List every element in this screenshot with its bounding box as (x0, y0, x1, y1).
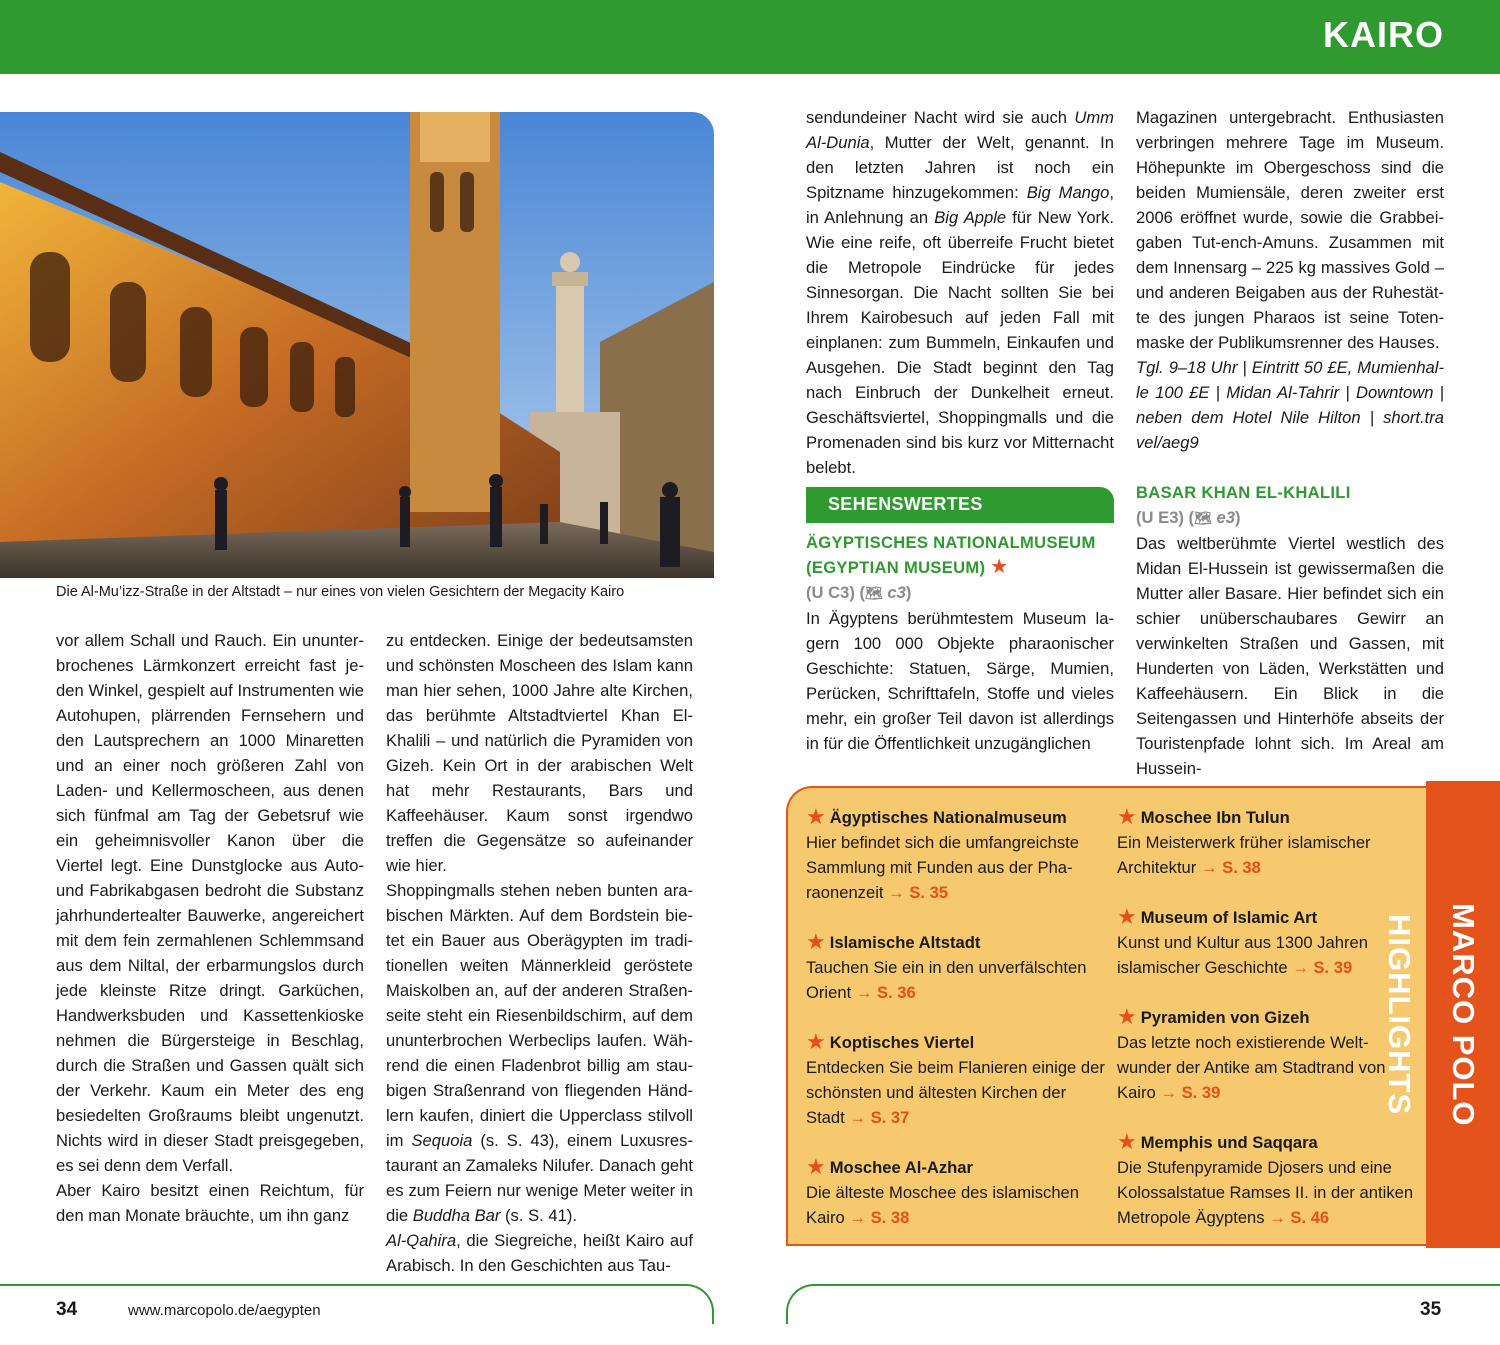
photo-illustration (0, 112, 714, 578)
paragraph: vor allem Schall und Rauch. Ein ununterbrochenes Lärmkonzert erreicht fast jeden Winkel, gespielt auf Instrumenten wie Autohupen, plärrenden Fernsehern und den Lautsprechern an 1000 Minaretten und an einer noch größeren Zahl von Laden- und Kellermoscheen, aus denen sich fünfmal am Tag der Gebetsruf wie ein geheimnisvoller Kanon über die Viertel legt. Eine Dunstglocke aus Auto- und Fabrikabgasen bedroht die Substanz jahrhundertealter Bauwerke, angereichert mit dem fein zermahlenen Schlemmsand aus dem Niltal, der erbarmungslos durch jede kleinste Ritze dringt. Garküchen, Handwerksbuden und Kassettenkioske nehmen die Bürgersteige in Beschlag, durch die Straßen und Gassen quält sich der Verkehr. Kaum ein Meter des eng besiedelten Großraums bleibt ungenutzt. Nichts wird in dieser Stadt preisgegeben, es sei denn dem Verfall. (56, 631, 364, 1175)
map-icon: 🗺 (865, 585, 883, 601)
star-icon: ★ (806, 1028, 826, 1054)
highlight-item: ★ Koptisches Viertel Entdecken Sie beim Flanieren einige der schönsten und ältesten Kirchen der Stadt → S. 37 (806, 1028, 1105, 1127)
top-bar (0, 0, 1500, 74)
highlight-item: ★ Museum of Islamic Art Kunst und Kultur aus 1300 Jahren islamischer Geschichte → S. 39 (1117, 903, 1368, 977)
highlight-item: ★ Ägyptisches Nationalmuseum Hier befindet sich die umfangreichste Sammlung mit Funden aus der Pharaonenzeit → S. 35 (806, 803, 1080, 902)
entry-title: BASAR KHAN EL-KHALILI (1136, 483, 1351, 502)
highlight-item: ★ Moschee Ibn Tulun Ein Meisterwerk früher islamischer Architektur → S. 38 (1117, 803, 1371, 877)
paragraph: zu entdecken. Einige der bedeutsamsten und schönsten Moscheen des Islam kann man hier sehen, 1000 Jahre alte Kirchen, das berühmte Altstadtviertel Khan El-Khalili – und natürlich die Pyramiden von Gizeh. Kein Ort in der arabischen Welt hat mehr Restaurants, Bars und Kaffeehäuser. Kaum sonst irgendwo treffen die Gegensätze so aufeinander wie hier. (386, 631, 693, 875)
venue-name: Buddha Bar (412, 1206, 501, 1225)
star-icon: ★ (1117, 903, 1137, 929)
star-icon: ★ (1117, 803, 1137, 829)
star-icon: ★ (806, 803, 826, 829)
text-column-1 (56, 628, 364, 1228)
entry-text-continued: Magazinen untergebracht. Enthusiasten verbringen mehrere Tage im Museum. Höhepunkte im Obergeschoss sind die beiden Mumiensäle, deren zweiter erst 2006 eröffnet wurde, sowie die Grabbeigaben Tut-ench-Amuns. Zusammen mit dem Innensarg – 225 kg massives Gold – und anderen Beigaben aus der Ruhestätte des jungen Pharaos ist seine Totenmaske der Publikumsrenner des Hauses. (1136, 108, 1444, 352)
page-reference: → S. 35 (888, 883, 949, 902)
page-reference: → S. 36 (855, 983, 916, 1002)
text-column-3 (806, 105, 1114, 480)
page-reference: → S. 37 (849, 1108, 910, 1127)
entry-text: Das weltberühmte Viertel westlich des Midan El-Hussein ist gewissermaßen die Mutter aller Basare. Hier befindet sich ein schier unüberschaubares Gewirr an verwinkelten Straßen und Gassen, mit Hunderten von Läden, Werkstätten und Kaffeehäusern. Ein Blick in die Seitengassen und Hinterhöfe abseits der Touristenpfade lohnt sich. Im Areal am Hussein- (1136, 534, 1444, 778)
paragraph: Al-Qahira, die Siegreiche, heißt Kairo auf Arabisch. In den Geschichten aus Tau- (386, 1231, 693, 1275)
star-icon: ★ (990, 556, 1009, 578)
museum-info: Tgl. 9–18 Uhr | Eintritt 50 £E, Mumienhalle 100 £E | Midan Al-Tahrir | Downtown | neben dem Hotel Nile Hilton | short.tra vel/aeg9 (1136, 358, 1444, 452)
highlights-label: MARCO POLO HIGHLIGHTS (1382, 903, 1481, 1127)
paragraph: Aber Kairo besitzt einen Reichtum, für den man Monate bräuchte, um ihn ganz (56, 1181, 364, 1225)
highlights-column-right (1117, 805, 1417, 1255)
paragraph: Shoppingmalls stehen neben bunten arabischen Märkten. Auf dem Bordstein bietet ein Bauer aus Oberägypten im traditionellen weiten Männerkleid geröstete Maiskolben an, auf der anderen Straßenseite steht ein Riesenbildschirm, auf dem ununterbrochen Werbeclips laufen. Während die einen Fladenbrot billig am staubigen Straßenrand von fliegenden Händlern kaufen, diniert die Upperclass stilvoll im Sequoia (s. S. 43), einem Luxusrestaurant an Zamaleks Nilufer. Danach geht es zum Feiern nur wenige Meter weiter in die Buddha Bar (s. S. 41). (386, 881, 693, 1225)
star-icon: ★ (806, 928, 826, 954)
venue-name: Sequoia (411, 1131, 473, 1150)
page-reference: → S. 38 (1200, 858, 1261, 877)
section-label: SEHENSWERTES (806, 487, 1114, 523)
text-column-2 (386, 628, 693, 1278)
highlight-item: ★ Memphis und Saqqara Die Stufenpyramide Djosers und eine Kolossalstatue Ramses II. in der antiken Metropole Ägyptens → S. 46 (1117, 1128, 1414, 1227)
page-number-left: 34 (56, 1299, 78, 1320)
street-photo (0, 112, 714, 578)
star-icon: ★ (1117, 1128, 1137, 1154)
entry-title: ÄGYPTISCHES NATIONALMUSEUM (EGYPTIAN MUSEUM) ★ (806, 533, 1096, 578)
star-icon: ★ (1117, 1003, 1137, 1029)
highlights-column-left (806, 805, 1106, 1255)
page-reference: → S. 39 (1160, 1083, 1221, 1102)
text-column-4 (1136, 105, 1444, 455)
entry-text: In Ägyptens berühmtestem Museum lagern 100 000 Objekte pharaonischer Geschichte: Statuen, Särge, Mumien, Perücken, Schrifttafeln, Stoffe und vieles mehr, ein großer Teil davon ist allerdings in für die Öffentlichkeit unzugänglichen (806, 609, 1114, 753)
entry-reference: (U E3) (🗺 e3) (1136, 508, 1241, 527)
page-reference: → S. 39 (1292, 958, 1353, 977)
bazaar-entry (1136, 480, 1444, 781)
page-reference: → S. 46 (1269, 1208, 1330, 1227)
page-reference: → S. 38 (849, 1208, 910, 1227)
star-icon: ★ (806, 1153, 826, 1179)
photo-caption: Die Al-Mu’izz-Straße in der Altstadt – nur eines von vielen Gesichtern der Megacity Kairo (0, 578, 612, 610)
page-number-right: 35 (1420, 1299, 1442, 1320)
highlight-item: ★ Islamische Altstadt Tauchen Sie ein in den unverfälschten Orient → S. 36 (806, 928, 1087, 1002)
paragraph: sendundeiner Nacht wird sie auch Umm Al-Dunia, Mutter der Welt, genannt. In den letzten Jahren ist noch ein Spitzname hinzugekommen: Big Mango, in Anlehnung an Big Apple für New York. Wie eine reife, oft überreife Frucht bietet die Metropole Eindrücke für jedes Sinnesorgan. Die Nacht sollten Sie bei Ihrem Kairobesuch auf jeden Fall mit einplanen: zum Bummeln, Einkaufen und Ausgehen. Die Stadt beginnt den Tag nach Einbruch der Dunkelheit erneut. Geschäftsviertel, Shoppingmalls und die Promenaden sind bis kurz vor Mitternacht belebt. (806, 108, 1114, 477)
entry-reference: (U C3) (🗺 c3) (806, 583, 912, 602)
footer-rule-left (0, 1284, 714, 1324)
museum-entry (806, 530, 1114, 756)
highlight-item: ★ Pyramiden von Gizeh Das letzte noch existierende Weltwunder der Antike am Stadtrand von Kairo → S. 39 (1117, 1003, 1386, 1102)
footer-rule-right (786, 1284, 1500, 1324)
map-icon: 🗺 (1194, 510, 1212, 526)
arabic-name: Al-Qahira (386, 1231, 457, 1250)
chapter-title: KAIRO (1323, 14, 1444, 55)
footer-url[interactable]: www.marcopolo.de/aegypten (128, 1302, 321, 1319)
highlight-item: ★ Moschee Al-Azhar Die älteste Moschee des islamischen Kairo → S. 38 (806, 1153, 1080, 1227)
